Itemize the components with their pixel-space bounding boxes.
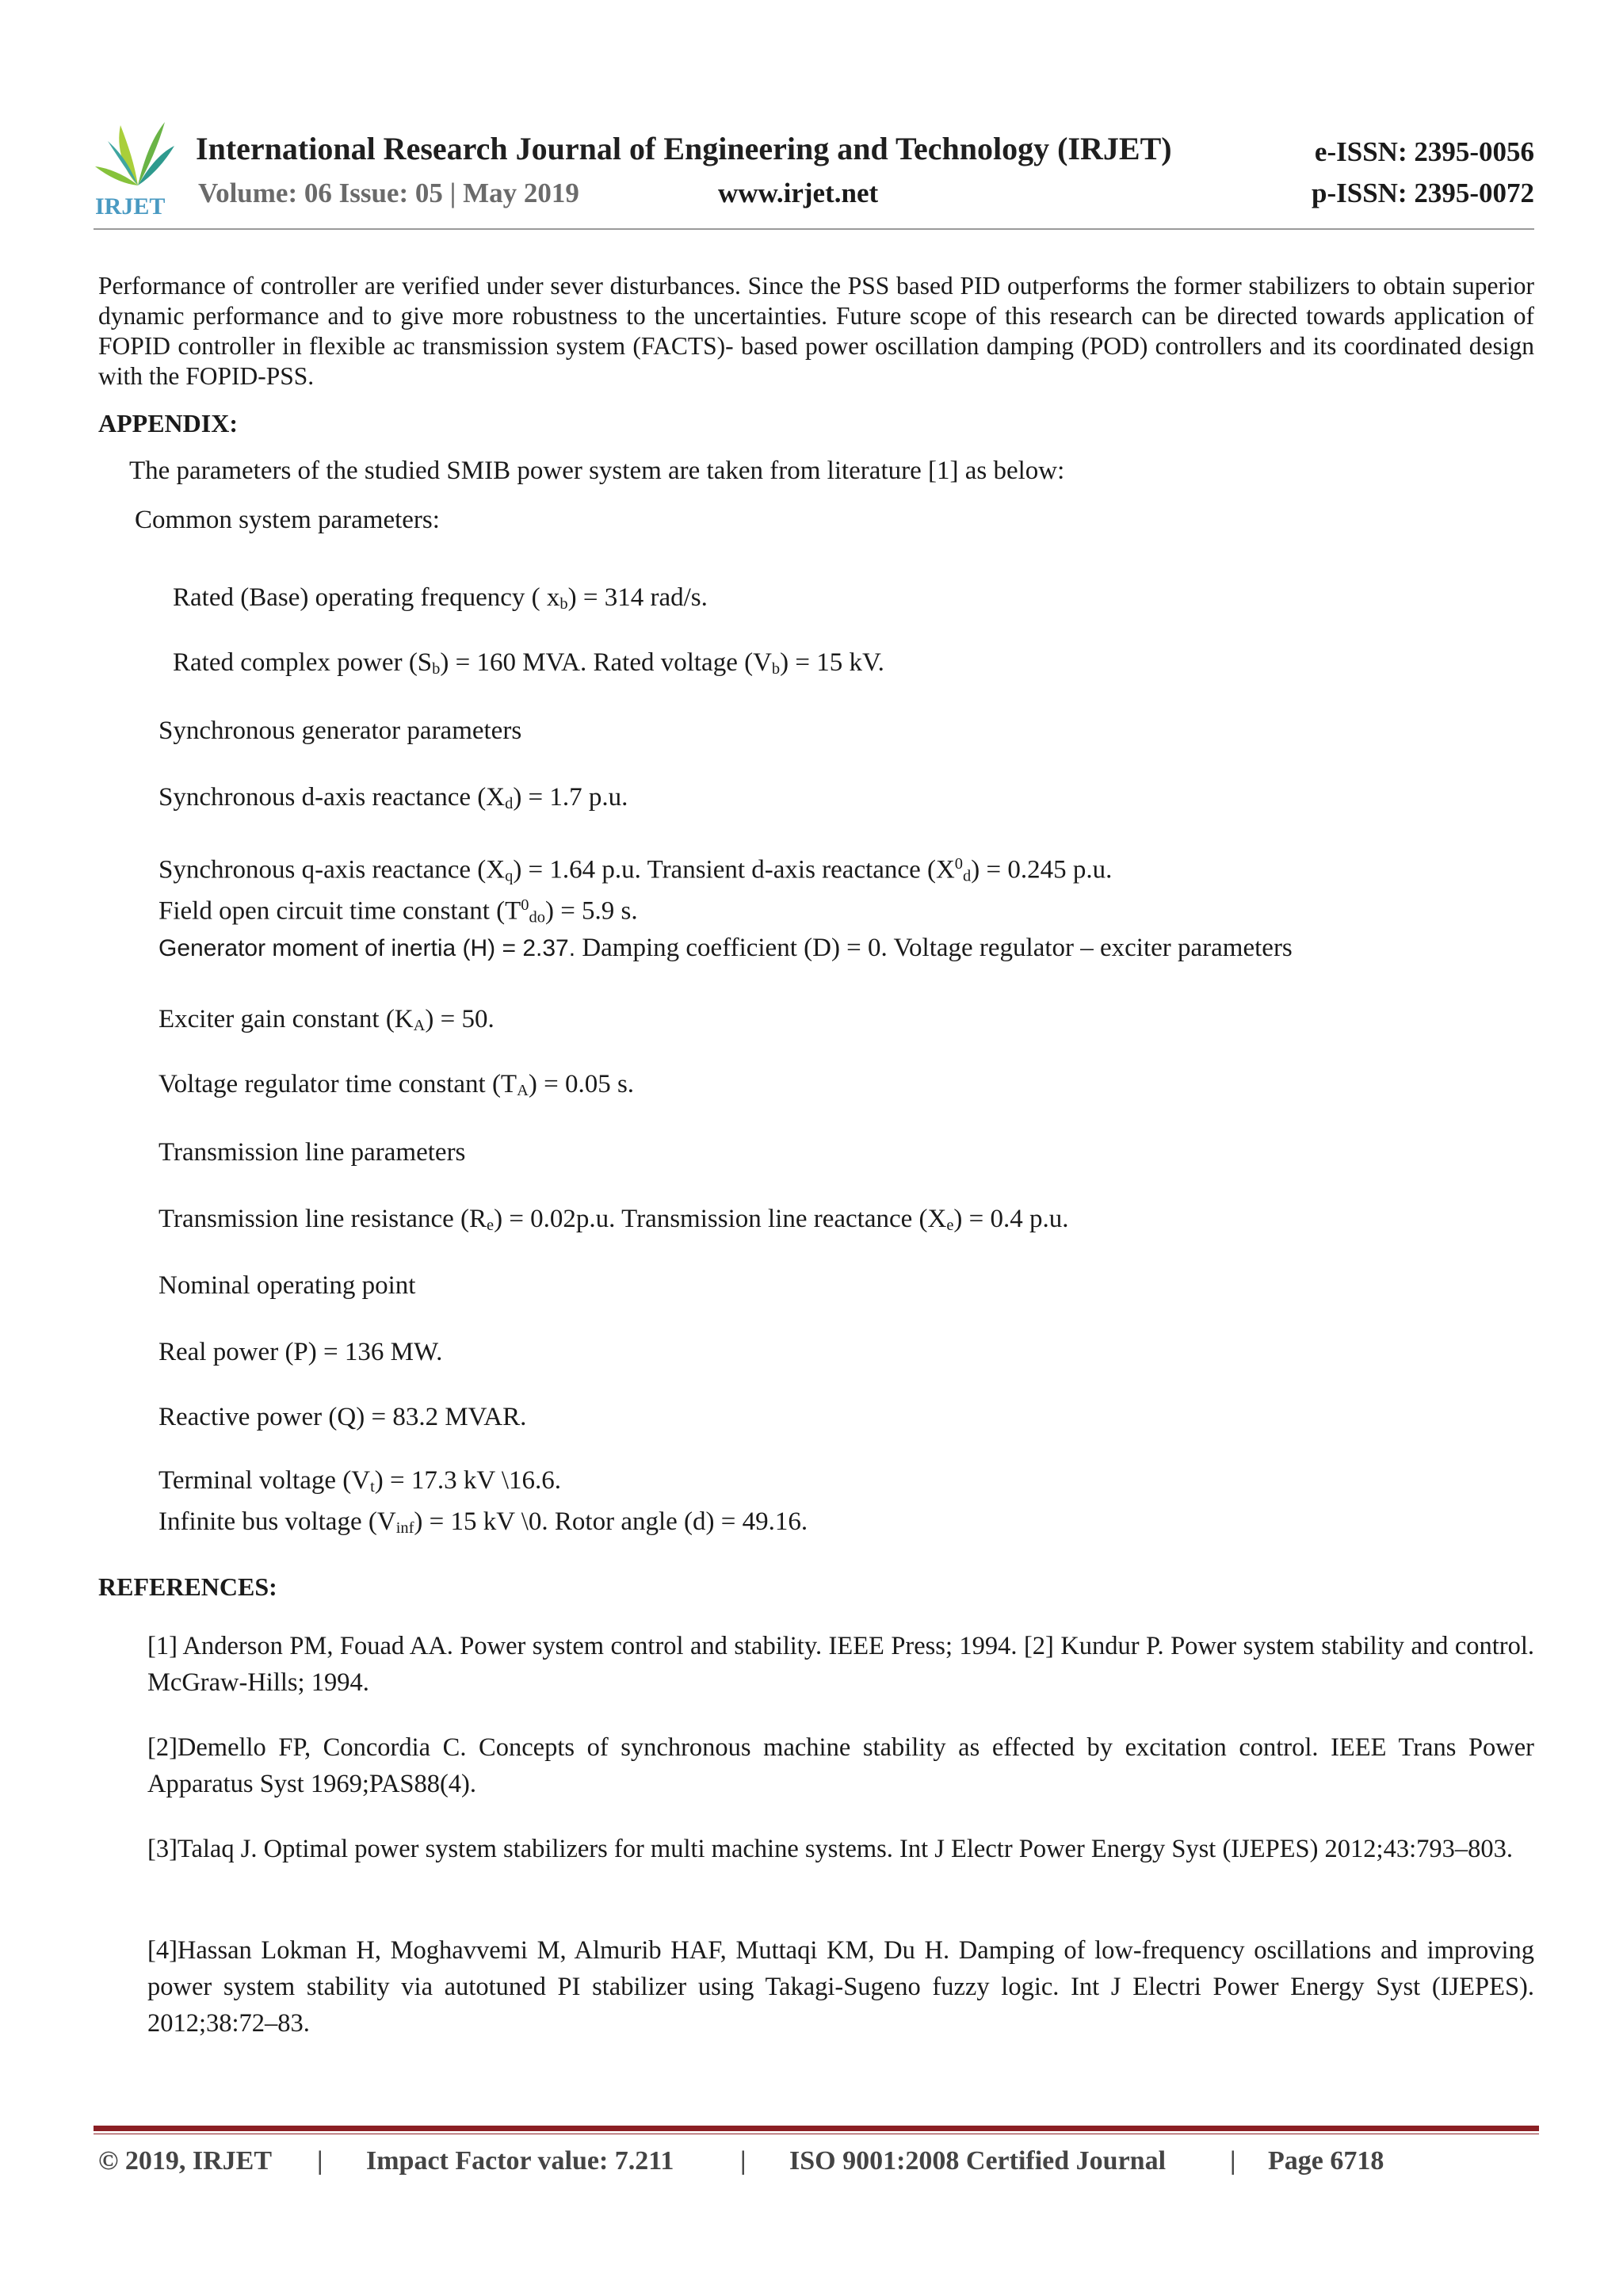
param-rated-frequency: Rated (Base) operating frequency ( $x_b) = 314$ rad/s. [173, 583, 708, 613]
appendix-heading: APPENDIX: [98, 409, 238, 437]
footer-iso: ISO 9001:2008 Certified Journal [789, 2146, 1167, 2176]
param-real-power: Real power (P) = 136 MW. [158, 1338, 443, 1366]
operating-point-heading: Nominal operating point [158, 1271, 416, 1300]
volume-issue: Volume: 06 Issue: 05 | May 2019 [198, 178, 579, 208]
footer-copyright: © 2019, IRJET [98, 2146, 273, 2176]
param-infinite-bus: Infinite bus voltage $(V_{inf}) = 15$ kV \0. Rotor angle (d) = 49.16. [158, 1507, 808, 1538]
journal-website-link[interactable]: www.irjet.net [718, 178, 879, 208]
references-heading: REFERENCES: [98, 1572, 277, 1601]
param-terminal-voltage: Terminal voltage $(V_t) = 17.3$ kV \16.6. [158, 1466, 562, 1496]
param-inertia-damping: Generator moment of inertia (H) = 2.37. Damping coefficient (D) = 0. Voltage regulator – exciter parameters [158, 934, 1293, 962]
footer-impact-factor: Impact Factor value: 7.211 [366, 2146, 674, 2176]
line-params-heading: Transmission line parameters [158, 1138, 466, 1167]
param-rated-power-voltage: Rated complex power $(S_b) = 160$ MVA. Rated voltage $(V_b) = 15$ kV. [173, 648, 884, 678]
generator-params-heading: Synchronous generator parameters [158, 716, 522, 745]
appendix-lead: The parameters of the studied SMIB power system are taken from literature [1] as below: [129, 457, 1065, 485]
logo-text: IRJET [95, 193, 166, 219]
common-params-heading: Common system parameters: [135, 506, 440, 534]
param-tdo: Field open circuit time constant $(T^0_{do}) = 5.9$ s. [158, 896, 638, 926]
journal-title: International Research Journal of Engineering and Technology (IRJET) [196, 131, 1172, 166]
header-divider [94, 228, 1534, 230]
param-ta: Voltage regulator time constant $(T_A) = 0.05$ s. [158, 1070, 635, 1100]
footer-separator: | [740, 2146, 747, 2176]
footer-separator: | [1230, 2146, 1236, 2176]
param-xd: Synchronous d-axis reactance $(X_d) = 1.7$ p.u. [158, 783, 628, 813]
reference-item-4: [4]Hassan Lokman H, Moghavvemi M, Almurib HAF, Muttaqi KM, Du H. Damping of low-frequency oscillations and improving power system stability via autotuned PI stabilizer using Takagi-Sugeno fuzzy logic. Int J Electri Power Energy Syst (IJEPES). 2012;38:72–83. [147, 1936, 1534, 2038]
eissn: e-ISSN: 2395-0056 [1314, 136, 1534, 167]
footer-page-number: Page 6718 [1268, 2146, 1384, 2176]
param-ka: Exciter gain constant $(K_A) = 50$. [158, 1005, 495, 1035]
conclusion-paragraph: Performance of controller are verified under sever disturbances. Since the PSS based PID outperforms the former stabilizers to obtain superior dynamic performance and to give more robustness to the uncertainties. Future scope of this research can be directed towards application of FOPID controller in flexible ac transmission system (FACTS)- based power oscillation damping (POD) controllers and its coordinated design with the FOPID-PSS. [98, 272, 1534, 390]
param-xq-xd-transient: Synchronous q-axis reactance $(X_q) = 1.64$ p.u. Transient d-axis reactance $(X^0_d) = 0.245$ p.u. [158, 855, 1113, 885]
param-re-xe: Transmission line resistance $(R_e) = 0.02p.u$. Transmission line reactance $(X_e) = 0.4$ p.u. [158, 1205, 1069, 1235]
irjet-logo [92, 116, 185, 219]
footer-separator: | [317, 2146, 323, 2176]
param-reactive-power: Reactive power (Q) = 83.2 MVAR. [158, 1403, 527, 1431]
reference-item-2: [2]Demello FP, Concordia C. Concepts of synchronous machine stability as effected by excitation control. IEEE Trans Power Apparatus Syst 1969;PAS88(4). [147, 1733, 1534, 1798]
leaf-icon [95, 122, 174, 185]
reference-item-3: [3]Talaq J. Optimal power system stabilizers for multi machine systems. Int J Electr Power Energy Syst (IJEPES) 2012;43:793–803. [147, 1835, 1513, 1863]
footer-rule-thick [94, 2126, 1539, 2131]
reference-item-1: [1] Anderson PM, Fouad AA. Power system control and stability. IEEE Press; 1994. [2] Kundur P. Power system stability and control. McGraw-Hills; 1994. [147, 1632, 1534, 1697]
pissn: p-ISSN: 2395-0072 [1311, 178, 1534, 208]
